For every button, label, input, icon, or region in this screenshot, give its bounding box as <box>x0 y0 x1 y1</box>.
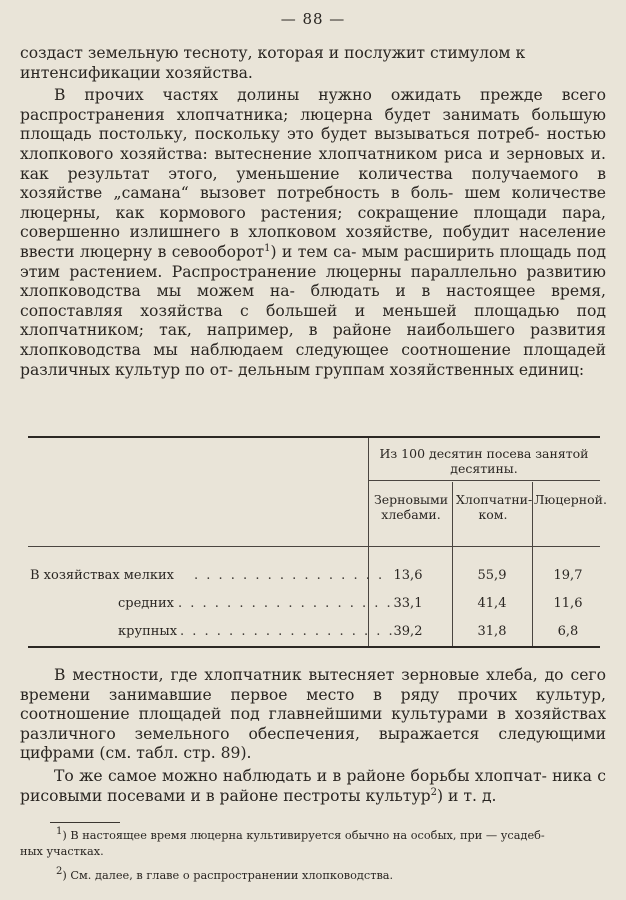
footnote-mark: 2 <box>56 866 63 878</box>
text-line: шем количестве люцерны, как кормового растения; сокращение <box>20 184 606 222</box>
table-cell: 33,1 <box>393 596 423 611</box>
table-cell: 6,8 <box>557 624 579 639</box>
row-label: В хозяйствах мелких <box>30 568 174 583</box>
body-text-lower <box>20 666 606 806</box>
text-line: побудит население ввести люцерну в севооборот <box>20 223 606 261</box>
footnote-text: ных участках. <box>20 845 104 858</box>
text-line: люцерны параллельно развитию хлопководства мы можем на- <box>20 262 606 301</box>
text-line-tail: ) и тем са- <box>270 242 357 261</box>
table-divider <box>452 482 453 646</box>
paragraph-2 <box>20 86 606 380</box>
text-line: культур, соотношение площадей под главнейшими культурами <box>20 685 606 724</box>
text-line: распространения хлопчатника; люцерна будет занимать большую <box>20 105 606 124</box>
footnote-2 <box>20 868 606 884</box>
footnotes <box>20 828 606 884</box>
text-line: получаемого в хозяйстве „самана“ вызовет потребность в боль- <box>20 164 607 203</box>
text-line: и меньшей площадью под хлопчатником; так, например, в <box>20 301 607 340</box>
text-line: То же самое можно наблюдать и в районе борьбы хлопчат- <box>54 766 547 785</box>
data-table <box>28 436 607 648</box>
row-label: крупных <box>118 624 178 639</box>
text-line: интенсификации хозяйства. <box>20 63 253 82</box>
paragraph-1 <box>20 44 606 83</box>
text-line: дельным группам хозяйственных единиц: <box>238 360 585 379</box>
text-line: районе наибольшего развития хлопководства мы наблюдаем <box>20 321 606 359</box>
text-line: площади пара, совершенно излишнего в хлопковом хозяйстве, <box>20 203 607 242</box>
text-line: до сего времени занимавшие первое место в ряду прочих <box>20 666 606 704</box>
leader-dots: . . . . . . . . . . . . . . . . <box>194 568 385 583</box>
leader-dots: . . . . . . . . . . . . . . . . . . <box>180 624 395 639</box>
table-rule <box>28 546 600 547</box>
column-header-grain: Зерновыми хлебами. <box>373 492 449 522</box>
leader-dots: . . . . . . . . . . . . . . . . . . <box>178 596 393 611</box>
footnote-1 <box>20 828 606 844</box>
footnote-1-cont <box>20 844 606 860</box>
column-header-alfalfa: Люцерной. <box>534 492 607 507</box>
text-line: и зерновых и. как результат этого, уменьшение количества <box>20 144 606 183</box>
table-group-header: Из 100 десятин посева занятой десятины. <box>379 446 589 476</box>
footnote-text: ) См. далее, в главе о распространении хлопководства. <box>62 869 394 882</box>
text-line-tail: ) и т. д. <box>437 786 497 805</box>
text-line: В прочих частях долины нужно ожидать прежде всего <box>54 86 606 105</box>
table-cell: 41,4 <box>477 596 507 611</box>
row-label: средних <box>118 596 174 611</box>
table-row <box>28 568 600 588</box>
text-line: в хозяйствах различного земельного обеспечения, выражается <box>20 705 606 743</box>
table-cell: 19,7 <box>553 568 583 583</box>
column-header-cotton: Хлопчатни-ком. <box>456 492 533 522</box>
text-line: площадь постольку, поскольку это будет вызываться потреб- <box>20 125 540 144</box>
table-row <box>28 624 600 644</box>
table-cell: 55,9 <box>477 568 507 583</box>
table-cell: 31,8 <box>477 624 507 639</box>
table-row <box>28 596 600 616</box>
table-rule <box>368 480 600 481</box>
text-line: ника с рисовыми посевами и в районе пестроты культур <box>20 766 606 805</box>
text-line: мым расширить площадь под этим растением. Распространение <box>20 242 606 281</box>
footnote-ref-1: 1 <box>264 242 271 254</box>
footnote-text: ) В настоящее время люцерна культивируется обычно на особых, при — усадеб- <box>62 829 545 842</box>
text-line: следующее соотношение площадей различных культур по от- <box>20 340 607 379</box>
table-cell: 39,2 <box>393 624 423 639</box>
paragraph-3 <box>20 666 606 764</box>
body-text <box>20 44 606 380</box>
footnote-rule <box>50 822 120 823</box>
text-line: создаст земельную тесноту, которая и послужит стимулом к <box>20 44 526 62</box>
footnote-ref-2: 2 <box>430 786 438 798</box>
text-line: блюдать и в настоящее время, сопоставляя хозяйства с большей <box>20 282 606 320</box>
footnote-mark: 1 <box>56 826 63 838</box>
paragraph-4 <box>20 767 606 806</box>
text-line: ностью хлопкового хозяйства: вытеснение хлопчатником риса <box>20 125 606 163</box>
table-cell: 11,6 <box>553 596 583 611</box>
text-line: В местности, где хлопчатник вытесняет зерновые хлеба, <box>54 666 538 684</box>
page-number: — 88 — <box>280 10 346 28</box>
table-divider <box>532 482 533 646</box>
text-line: следующими цифрами (см. табл. стр. 89). <box>20 724 606 763</box>
table-cell: 13,6 <box>393 568 423 583</box>
